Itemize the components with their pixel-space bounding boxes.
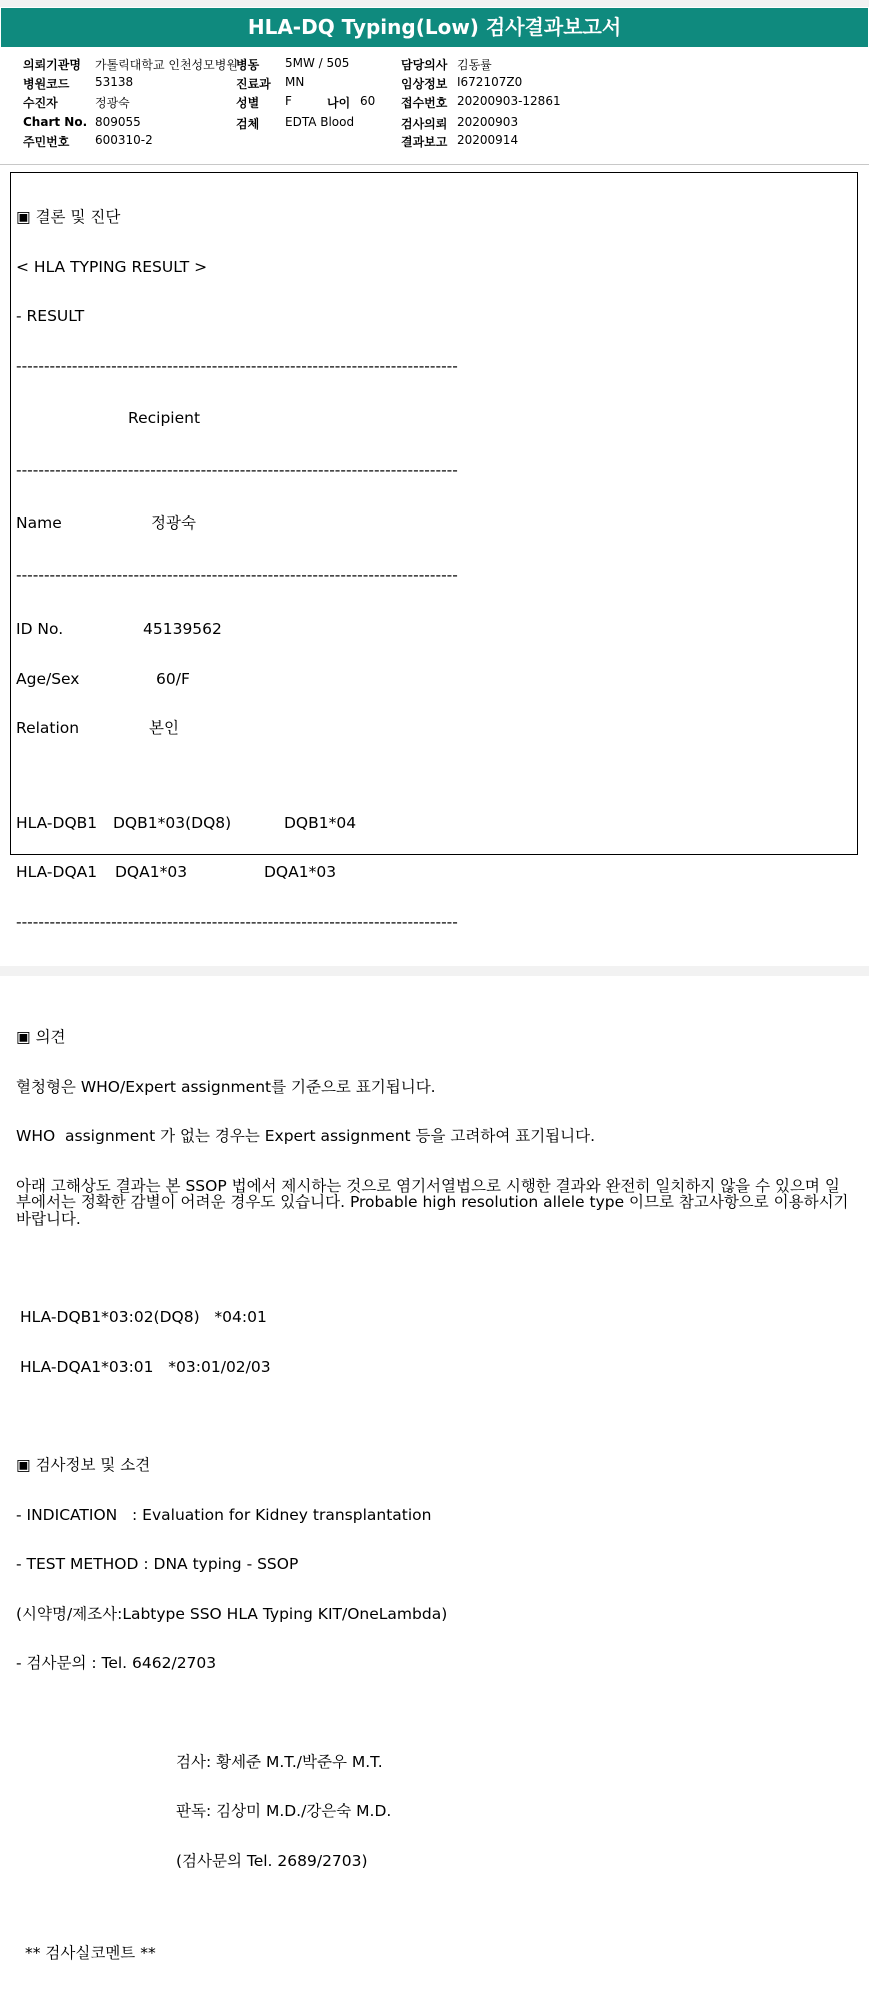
- info-label: 병원코드: [23, 77, 70, 91]
- info-label: 검사의뢰: [401, 117, 448, 131]
- result-heading: < HLA TYPING RESULT >: [16, 257, 208, 276]
- info-value: EDTA Blood: [285, 115, 355, 129]
- recipient-row: [16, 407, 853, 429]
- high-res-dqb1: HLA-DQB1*03:02(DQ8) *04:01: [20, 1308, 267, 1326]
- reagent-line: (시약명/제조사:Labtype SSO HLA Typing KIT/OneLambda): [16, 1604, 448, 1623]
- info-value: 809055: [95, 115, 141, 129]
- dqa1-allele-1: DQA1*03: [115, 863, 188, 881]
- info-value: 20200903-12861: [457, 94, 561, 108]
- info-value: I672107Z0: [457, 75, 523, 89]
- info-label: 진료과: [236, 77, 271, 91]
- info-label: 접수번호: [401, 96, 448, 110]
- lab-tel-line: (검사문의 Tel. 2689/2703): [176, 1851, 368, 1870]
- top-strip: [0, 0, 869, 7]
- recipient-label: Recipient: [128, 409, 201, 427]
- dash-divider: -------------------------------------------------------------------------------: [16, 356, 458, 375]
- section-title-opinion: ▣ 의견: [16, 1028, 66, 1046]
- report-body-box: [10, 172, 858, 1962]
- dqa1-row: [16, 864, 853, 881]
- info-label: 담당의사: [401, 58, 448, 72]
- info-label: Chart No.: [23, 115, 88, 129]
- info-label: 검체: [236, 117, 260, 131]
- info-label: 의뢰기관명: [23, 58, 81, 72]
- info-value: MN: [285, 75, 305, 89]
- info-label: 병동: [236, 58, 260, 72]
- report-body: [16, 176, 853, 1995]
- dash-divider: -------------------------------------------------------------------------------: [16, 912, 458, 931]
- dqb1-allele-2: DQB1*04: [284, 813, 357, 832]
- name-value: 정광숙: [151, 513, 196, 532]
- id-label: ID No.: [16, 620, 64, 638]
- high-res-dqa1: HLA-DQA1*03:01 *03:01/02/03: [20, 1357, 271, 1376]
- dqb1-row: [16, 815, 853, 832]
- dqb1-label: HLA-DQB1: [16, 813, 98, 832]
- opinion-line: 혈청형은 WHO/Expert assignment를 기준으로 표기됩니다.: [16, 1077, 436, 1096]
- info-value: 60: [360, 94, 376, 108]
- relation-value: 본인: [149, 719, 179, 737]
- dash-divider: -------------------------------------------------------------------------------: [16, 565, 458, 584]
- info-row: [0, 56, 869, 75]
- dqb1-allele-1: DQB1*03(DQ8): [113, 813, 232, 832]
- indication-line: - INDICATION : Evaluation for Kidney transplantation: [16, 1505, 432, 1524]
- relation-label: Relation: [16, 719, 80, 737]
- info-label: 주민번호: [23, 135, 70, 149]
- name-row: [16, 512, 853, 534]
- info-value: 정광숙: [95, 96, 130, 110]
- info-label: 임상정보: [401, 77, 448, 91]
- dqa1-allele-2: DQA1*03: [264, 863, 337, 881]
- patient-info-header: [0, 52, 869, 162]
- agesex-value: 60/F: [156, 669, 190, 688]
- id-value: 45139562: [143, 620, 222, 638]
- info-row: [0, 133, 869, 152]
- examiner-line: 검사: 황세준 M.T./박준우 M.T.: [176, 1752, 383, 1771]
- agesex-row: [16, 671, 853, 688]
- name-label: Name: [16, 513, 62, 532]
- relation-row: [16, 720, 853, 737]
- info-value: 53138: [95, 75, 134, 89]
- dqa1-label: HLA-DQA1: [16, 863, 98, 881]
- dash-divider: -------------------------------------------------------------------------------: [16, 461, 458, 479]
- info-row: [0, 115, 869, 134]
- info-value: 5MW / 505: [285, 56, 350, 70]
- result-subheading: - RESULT: [16, 307, 85, 325]
- reader-line: 판독: 김상미 M.D./강은숙 M.D.: [176, 1802, 392, 1820]
- info-value: 20200903: [457, 115, 519, 129]
- header-divider: [0, 164, 869, 165]
- lab-comment-heading: ** 검사실코멘트 **: [25, 1944, 156, 1962]
- section-title-conclusion: ▣ 결론 및 진단: [16, 208, 121, 226]
- info-value: F: [285, 94, 292, 108]
- opinion-line: WHO assignment 가 없는 경우는 Expert assignment 등을 고려하여 표기됩니다.: [16, 1127, 596, 1145]
- info-label: 수진자: [23, 96, 58, 110]
- section-title-test-info: ▣ 검사정보 및 소견: [16, 1456, 151, 1474]
- info-value: 600310-2: [95, 133, 153, 147]
- info-row: [0, 75, 869, 94]
- id-row: [16, 621, 853, 638]
- report-title: HLA-DQ Typing(Low) 검사결과보고서: [1, 8, 868, 47]
- info-value: 김동률: [457, 58, 492, 72]
- info-label: 결과보고: [401, 135, 448, 149]
- inquiry-line: - 검사문의 : Tel. 6462/2703: [16, 1654, 217, 1672]
- info-value: 가톨릭대학교 인천성모병원: [95, 58, 238, 72]
- info-label: 나이: [327, 96, 351, 110]
- info-value: 20200914: [457, 133, 519, 147]
- info-label: 성별: [236, 96, 260, 110]
- info-row: [0, 94, 869, 113]
- agesex-label: Age/Sex: [16, 669, 80, 688]
- bottom-strip: [0, 966, 869, 976]
- method-line: - TEST METHOD : DNA typing - SSOP: [16, 1555, 299, 1573]
- opinion-paragraph: 아래 고해상도 결과는 본 SSOP 법에서 제시하는 것으로 염기서열법으로 시행한 결과와 완전히 일치하지 않을 수 있으며 일부에서는 정확한 감별이 어려운 경우도 있습니다. Probable high resolution allele type 이므로 참고사항으로 이용하시기 바랍니다.: [16, 1176, 849, 1228]
